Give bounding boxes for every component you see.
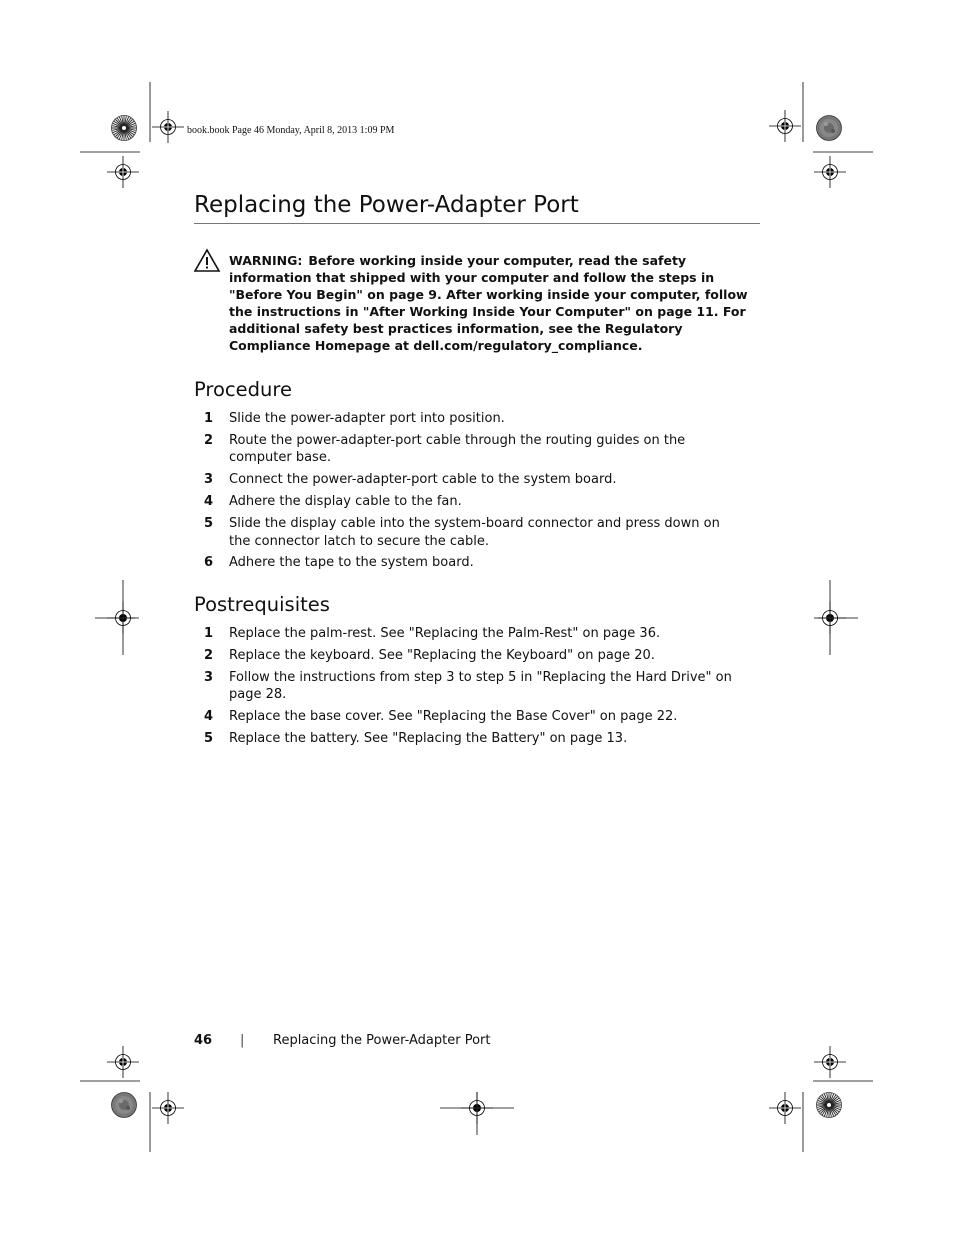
page-number: 46 (194, 1033, 213, 1048)
list-item (200, 493, 745, 511)
step-text: Adhere the display cable to the fan. (229, 494, 462, 510)
running-title: Replacing the Power-Adapter Port (273, 1033, 491, 1048)
title-divider (194, 223, 760, 224)
step-text: Replace the battery. See "Replacing the Battery" on page 13. (229, 731, 628, 747)
list-item (200, 410, 745, 428)
step-text: Route the power-adapter-port cable through the routing guides on the computer base. (229, 432, 686, 466)
step-text: Connect the power-adapter-port cable to the system board. (229, 472, 617, 488)
list-item (200, 730, 745, 748)
footer-separator: | (240, 1033, 245, 1048)
step-text: Slide the display cable into the system-board connector and press down on the connector latch to secure the cable. (229, 516, 720, 549)
step-number: 1 (204, 626, 214, 641)
step-number: 1 (204, 411, 214, 426)
warning-note (229, 252, 754, 354)
step-text: Adhere the tape to the system board. (229, 555, 474, 571)
list-item (200, 625, 745, 643)
step-number: 2 (204, 432, 214, 448)
warning-text: Before working inside your computer, read the safety information that shipped with your computer and follow the steps in "Before You Begin" on page 9. After working inside your computer, follow the instructions in "After Working Inside Your Computer" on page 11. For additional safety best practices information, see the Regulatory Compliance Homepage at dell.com/regulatory_compliance. (229, 253, 748, 353)
print-slug: book.book Page 46 Monday, April 8, 2013 1:09 PM (187, 125, 395, 136)
list-item (200, 669, 745, 704)
procedure-list (200, 410, 745, 576)
procedure-heading: Procedure (194, 378, 292, 401)
step-number: 4 (204, 494, 214, 510)
list-item (200, 432, 745, 467)
list-item (200, 708, 745, 726)
step-text: Replace the keyboard. See "Replacing the Keyboard" on page 20. (229, 647, 655, 663)
list-item (200, 515, 745, 550)
step-number: 5 (204, 516, 214, 532)
list-item (200, 554, 745, 572)
warning-icon (193, 248, 221, 273)
page-title: Replacing the Power-Adapter Port (194, 192, 579, 218)
step-number: 6 (204, 555, 214, 571)
postrequisites-heading: Postrequisites (194, 593, 330, 616)
step-text: Replace the palm-rest. See "Replacing the Palm-Rest" on page 36. (229, 626, 661, 641)
step-number: 2 (204, 647, 214, 663)
step-text: Slide the power-adapter port into position. (229, 411, 505, 426)
warning-label: WARNING: (229, 253, 303, 268)
step-text: Replace the base cover. See "Replacing the Base Cover" on page 22. (229, 709, 678, 725)
step-number: 3 (204, 472, 214, 488)
step-text: Follow the instructions from step 3 to step 5 in "Replacing the Hard Drive" on page 28. (229, 669, 732, 703)
list-item (200, 471, 745, 489)
postrequisites-list (200, 625, 745, 752)
step-number: 5 (204, 731, 214, 747)
list-item (200, 647, 745, 665)
step-number: 4 (204, 709, 214, 725)
step-number: 3 (204, 669, 214, 685)
